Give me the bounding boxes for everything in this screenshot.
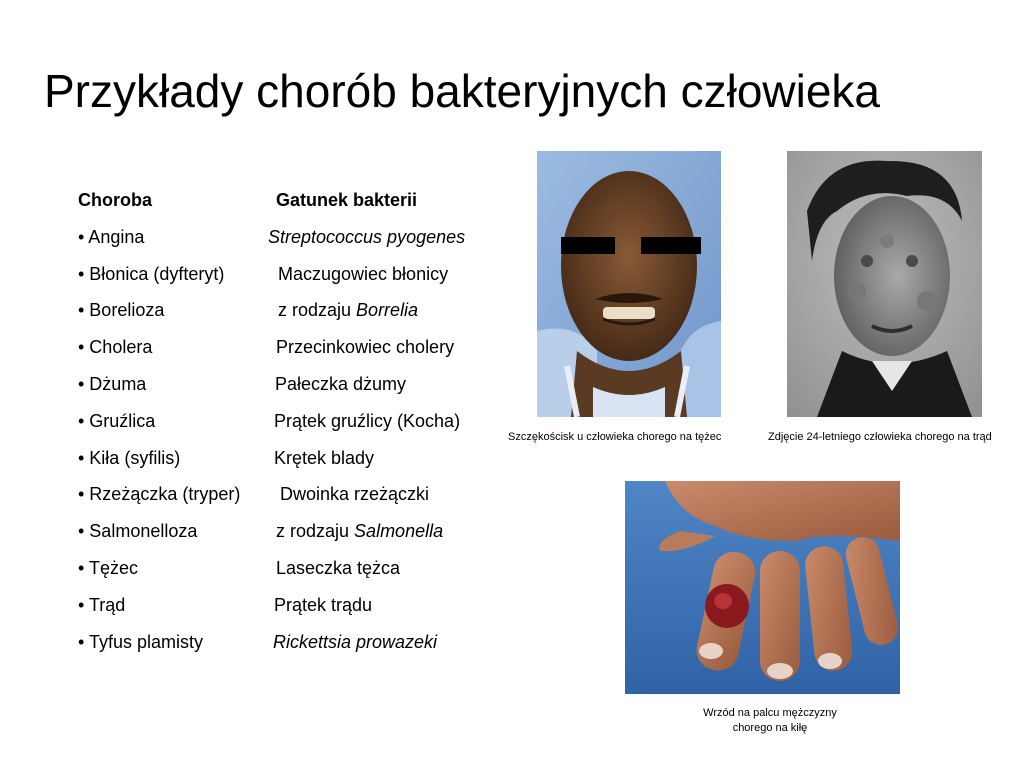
syphilis-caption-line2: chorego na kiłę: [732, 722, 808, 734]
disease-table: [78, 188, 518, 666]
bacteria-name: Pałeczka dżumy: [275, 373, 407, 394]
header-disease: Choroba: [78, 190, 152, 210]
table-row: [78, 519, 518, 556]
bacteria-name: Krętek blady: [274, 447, 375, 468]
table-row: [78, 630, 518, 667]
header-bacteria: Gatunek bakterii: [276, 190, 418, 210]
bacteria-name: Rickettsia prowazeki: [273, 631, 438, 652]
table-row: [78, 225, 518, 262]
bacteria-name: Prątek gruźlicy (Kocha): [274, 410, 461, 431]
table-header: [78, 188, 518, 225]
disease-name: • Tyfus plamisty: [78, 631, 204, 652]
disease-name: • Kiła (syfilis): [78, 447, 181, 468]
disease-name: • Borelioza: [78, 300, 165, 321]
syphilis-caption-line1: Wrzód na palcu mężczyzny: [703, 707, 837, 719]
tetanus-caption: Szczękościsk u człowieka chorego na tężec: [508, 431, 722, 443]
bacteria-name: Streptococcus pyogenes: [268, 226, 466, 247]
disease-name: • Trąd: [78, 594, 126, 615]
bacteria-name: Przecinkowiec cholery: [276, 337, 455, 358]
leprosy-patient-photo: [787, 151, 982, 417]
disease-name: • Błonica (dyfteryt): [78, 263, 225, 284]
table-row: [78, 335, 518, 372]
disease-name: • Tężec: [78, 557, 138, 578]
table-row: [78, 482, 518, 519]
disease-name: • Angina: [78, 226, 145, 247]
table-row: [78, 372, 518, 409]
syphilis-caption: [670, 706, 870, 736]
disease-name: • Dżuma: [78, 373, 147, 394]
tetanus-patient-photo: [537, 151, 721, 417]
bacteria-name: z rodzaju Borrelia: [278, 300, 419, 321]
disease-name: • Salmonelloza: [78, 521, 198, 542]
disease-name: • Rzeżączka (tryper): [78, 484, 241, 505]
bacteria-name: Dwoinka rzeżączki: [280, 484, 430, 505]
table-row: [78, 262, 518, 299]
slide-title: Przykłady chorób bakteryjnych człowieka: [44, 65, 881, 117]
leprosy-caption: Zdjęcie 24-letniego człowieka chorego na trąd: [768, 431, 992, 443]
bacteria-name: Laseczka tężca: [276, 557, 401, 578]
table-row: [78, 593, 518, 630]
bacteria-name: Maczugowiec błonicy: [278, 263, 449, 284]
syphilis-finger-photo: [625, 481, 900, 694]
table-row: [78, 409, 518, 446]
bacteria-name: z rodzaju Salmonella: [276, 521, 444, 542]
table-row: [78, 446, 518, 483]
bacteria-name: Prątek trądu: [274, 594, 373, 615]
table-row: [78, 298, 518, 335]
disease-name: • Gruźlica: [78, 410, 156, 431]
table-row: [78, 556, 518, 593]
disease-name: • Cholera: [78, 337, 153, 358]
